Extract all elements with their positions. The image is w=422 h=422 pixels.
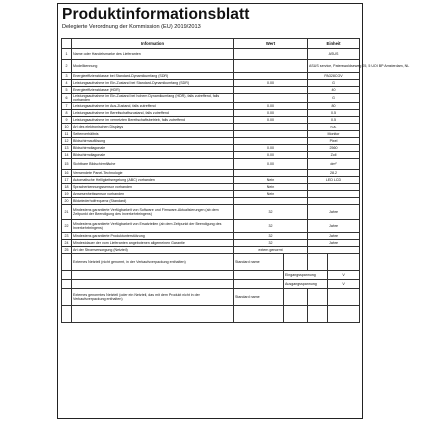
row-number: 10 (62, 124, 72, 131)
row-einheit: Pixel (308, 138, 360, 145)
row-einheit (308, 191, 360, 198)
table-row (62, 184, 360, 191)
row-einheit: Monitor (308, 131, 360, 138)
row-number: 11 (62, 131, 72, 138)
header-wert: Wert (234, 39, 308, 49)
table-row (62, 159, 360, 170)
table-row (62, 170, 360, 177)
row-einheit: 2560 (308, 145, 360, 152)
row-number: 23 (62, 233, 72, 240)
row-label: Leistungsaufnahme im Aus-Zustand, falls zutreffend (72, 103, 234, 110)
table-row (62, 191, 360, 198)
row-number: 5 (62, 87, 72, 94)
table-row (62, 145, 360, 152)
row-wert (234, 49, 308, 60)
row-einheit: LED LCD (308, 177, 360, 184)
row-label: Modellkennung (72, 60, 234, 73)
row-wert (234, 60, 308, 73)
row-label: Art des elektronischen Displays (72, 124, 234, 131)
table-row (62, 306, 360, 323)
table-row (62, 220, 360, 233)
table-row (62, 233, 360, 240)
row-number: 21 (62, 205, 72, 220)
row-wert: Nein (234, 177, 308, 184)
row-label: Mindestdauer der vom Lieferanten angebotenen allgemeinen Garantie (72, 240, 234, 247)
row-einheit: Jahre (308, 205, 360, 220)
row-einheit: 0.5 (308, 117, 360, 124)
row-label: Leistungsaufnahme im Ein-Zustand bei Standard-Dynamikumfang (SDR) (72, 80, 234, 87)
external-supply-not-included-label: Externes genormtes Netzteil (oder ein Netzteil, das mit dem Produkt nicht in der Verkaufsverpackung enthalten) (72, 289, 234, 306)
row-number: 20 (62, 198, 72, 205)
row-label: Seitenverhältnis (72, 131, 234, 138)
output-voltage-label: Ausgangsspannung (284, 280, 328, 289)
row-einheit: 28.2 (308, 170, 360, 177)
table-row (62, 73, 360, 80)
table-row (62, 131, 360, 138)
table-row (62, 124, 360, 131)
row-wert (234, 94, 308, 103)
row-wert (234, 131, 308, 138)
table-row (62, 198, 360, 205)
row-number: 2 (62, 60, 72, 73)
row-wert: 32 (234, 205, 308, 220)
row-number: 24 (62, 240, 72, 247)
row-einheit (308, 247, 360, 254)
row-wert (234, 170, 308, 177)
row-wert: 32 (234, 220, 308, 233)
row-wert (234, 138, 308, 145)
row-number: 16 (62, 170, 72, 177)
row-einheit: Zoll (308, 152, 360, 159)
row-number: 3 (62, 73, 72, 80)
row-number: 14 (62, 152, 72, 159)
table-row (62, 110, 360, 117)
row-label: Bildwiederholfrequenz (Standard) (72, 198, 234, 205)
row-einheit: ASUS service, Paterswoldseweg 25, 5 UOI BP Amsterdam, NL (308, 60, 360, 73)
table-row (62, 271, 360, 280)
table-row (62, 87, 360, 94)
row-wert: 0.00 (234, 145, 308, 152)
output-voltage-unit: V (328, 280, 360, 289)
row-label: Name oder Handelsmarke des Lieferanten (72, 49, 234, 60)
row-wert (234, 124, 308, 131)
standard-name-label: Standard name (234, 254, 284, 271)
row-einheit: G (308, 80, 360, 87)
row-label: Bildschirmauflösung (72, 138, 234, 145)
row-einheit: 0.5 (308, 110, 360, 117)
document-subtitle: Delegierte Verordnung der Kommission (EU) 2019/2013 (62, 24, 201, 30)
input-voltage-unit: V (328, 271, 360, 280)
table-row (62, 94, 360, 103)
row-number: 4 (62, 80, 72, 87)
header-information: Information (72, 39, 234, 49)
header-einheit: Einheit (308, 39, 360, 49)
row-label: Sichtbare Bildschirmfläche (72, 159, 234, 170)
row-number: 7 (62, 103, 72, 110)
row-number: 17 (62, 177, 72, 184)
row-number: 22 (62, 220, 72, 233)
row-einheit (308, 184, 360, 191)
row-label: Leistungsaufnahme im Bereitschaftszustand, falls zutreffend (72, 110, 234, 117)
row-wert (234, 73, 308, 80)
row-number: 9 (62, 117, 72, 124)
row-label: Bildschirmdiagonale (72, 152, 234, 159)
table-row (62, 49, 360, 60)
row-label: Verwendete Panel-Technologie (72, 170, 234, 177)
row-einheit: 40 (308, 87, 360, 94)
row-wert (234, 87, 308, 94)
table-row (62, 103, 360, 110)
row-number: 18 (62, 184, 72, 191)
row-label: Spracherkennungssensor vorhanden (72, 184, 234, 191)
row-wert: 32 (234, 240, 308, 247)
row-label: Energieeffizienzklasse bei Standard-Dynamikumfang (SDR) (72, 73, 234, 80)
table-row (62, 240, 360, 247)
row-number: 6 (62, 94, 72, 103)
row-number: 8 (62, 110, 72, 117)
row-einheit: G (308, 94, 360, 103)
row-wert: Nein (234, 191, 308, 198)
row-einheit: 80 (308, 103, 360, 110)
table-row (62, 80, 360, 87)
row-label: Mindestens garantierte Verfügbarkeit von Software und Firmware-Aktualisierungen (ab dem Zeitpunkt der Beendigung des Inverkehrbringens) (72, 205, 234, 220)
row-einheit: dm² (308, 159, 360, 170)
row-label: Mindestens garantierte Produktunterstützung (72, 233, 234, 240)
row-einheit: Jahre (308, 233, 360, 240)
row-wert: 0.00 (234, 110, 308, 117)
row-label: Art der Stromversorgung (Netzteil) (72, 247, 234, 254)
table-row (62, 60, 360, 73)
standard-name-label-2: Standard name (234, 289, 284, 306)
product-info-table (61, 38, 410, 323)
row-einheit: n.a. (308, 124, 360, 131)
external-supply-label: Externes Netzteil (nicht genormt, in der Verkaufsverpackung enthalten) (72, 254, 234, 271)
row-wert: extern genormt (234, 247, 308, 254)
table-row (62, 152, 360, 159)
table-header-row (62, 39, 360, 49)
row-label: Mindestens garantierte Verfügbarkeit von Ersatzteilen (ab dem Zeitpunkt der Beendigung des Inverkehrbringens) (72, 220, 234, 233)
row-wert: 0.00 (234, 159, 308, 170)
table-row (62, 289, 360, 306)
row-number: 12 (62, 138, 72, 145)
row-einheit: Jahre (308, 220, 360, 233)
row-number: 25 (62, 247, 72, 254)
row-number: 13 (62, 145, 72, 152)
row-wert: 32 (234, 233, 308, 240)
row-label: Energieeffizienzklasse (HDR) (72, 87, 234, 94)
product-information-sheet (57, 3, 410, 419)
row-label: Automatische Helligkeitsregelung (ABC) vorhanden (72, 177, 234, 184)
row-wert: 0.00 (234, 117, 308, 124)
row-wert (234, 198, 308, 205)
document-title: Produktinformationsblatt (62, 6, 250, 23)
row-einheit: PA328CGV (308, 73, 360, 80)
row-number: 19 (62, 191, 72, 198)
table-row (62, 205, 360, 220)
row-label: Anwesenheitssensor vorhanden (72, 191, 234, 198)
row-label: Bildschirmdiagonale (72, 145, 234, 152)
row-wert: 0.00 (234, 80, 308, 87)
table-row (62, 117, 360, 124)
input-voltage-label: Eingangsspannung (284, 271, 328, 280)
row-wert: 0.00 (234, 152, 308, 159)
table-row (62, 280, 360, 289)
row-label: Leistungsaufnahme im Ein-Zustand bei hohem Dynamikumfang (HDR), falls zutreffend, falls vorhanden (72, 94, 234, 103)
table-row (62, 177, 360, 184)
row-number: 1 (62, 49, 72, 60)
table-row (62, 254, 360, 271)
row-einheit (308, 198, 360, 205)
row-einheit: ASUS (308, 49, 360, 60)
row-wert: 0.00 (234, 103, 308, 110)
row-number: 15 (62, 159, 72, 170)
table-row (62, 247, 360, 254)
table-row (62, 138, 360, 145)
row-einheit: Jahre (308, 240, 360, 247)
row-label: Leistungsaufnahme im vernetzten Bereitschaftsbetrieb, falls zutreffend (72, 117, 234, 124)
row-wert: Nein (234, 184, 308, 191)
